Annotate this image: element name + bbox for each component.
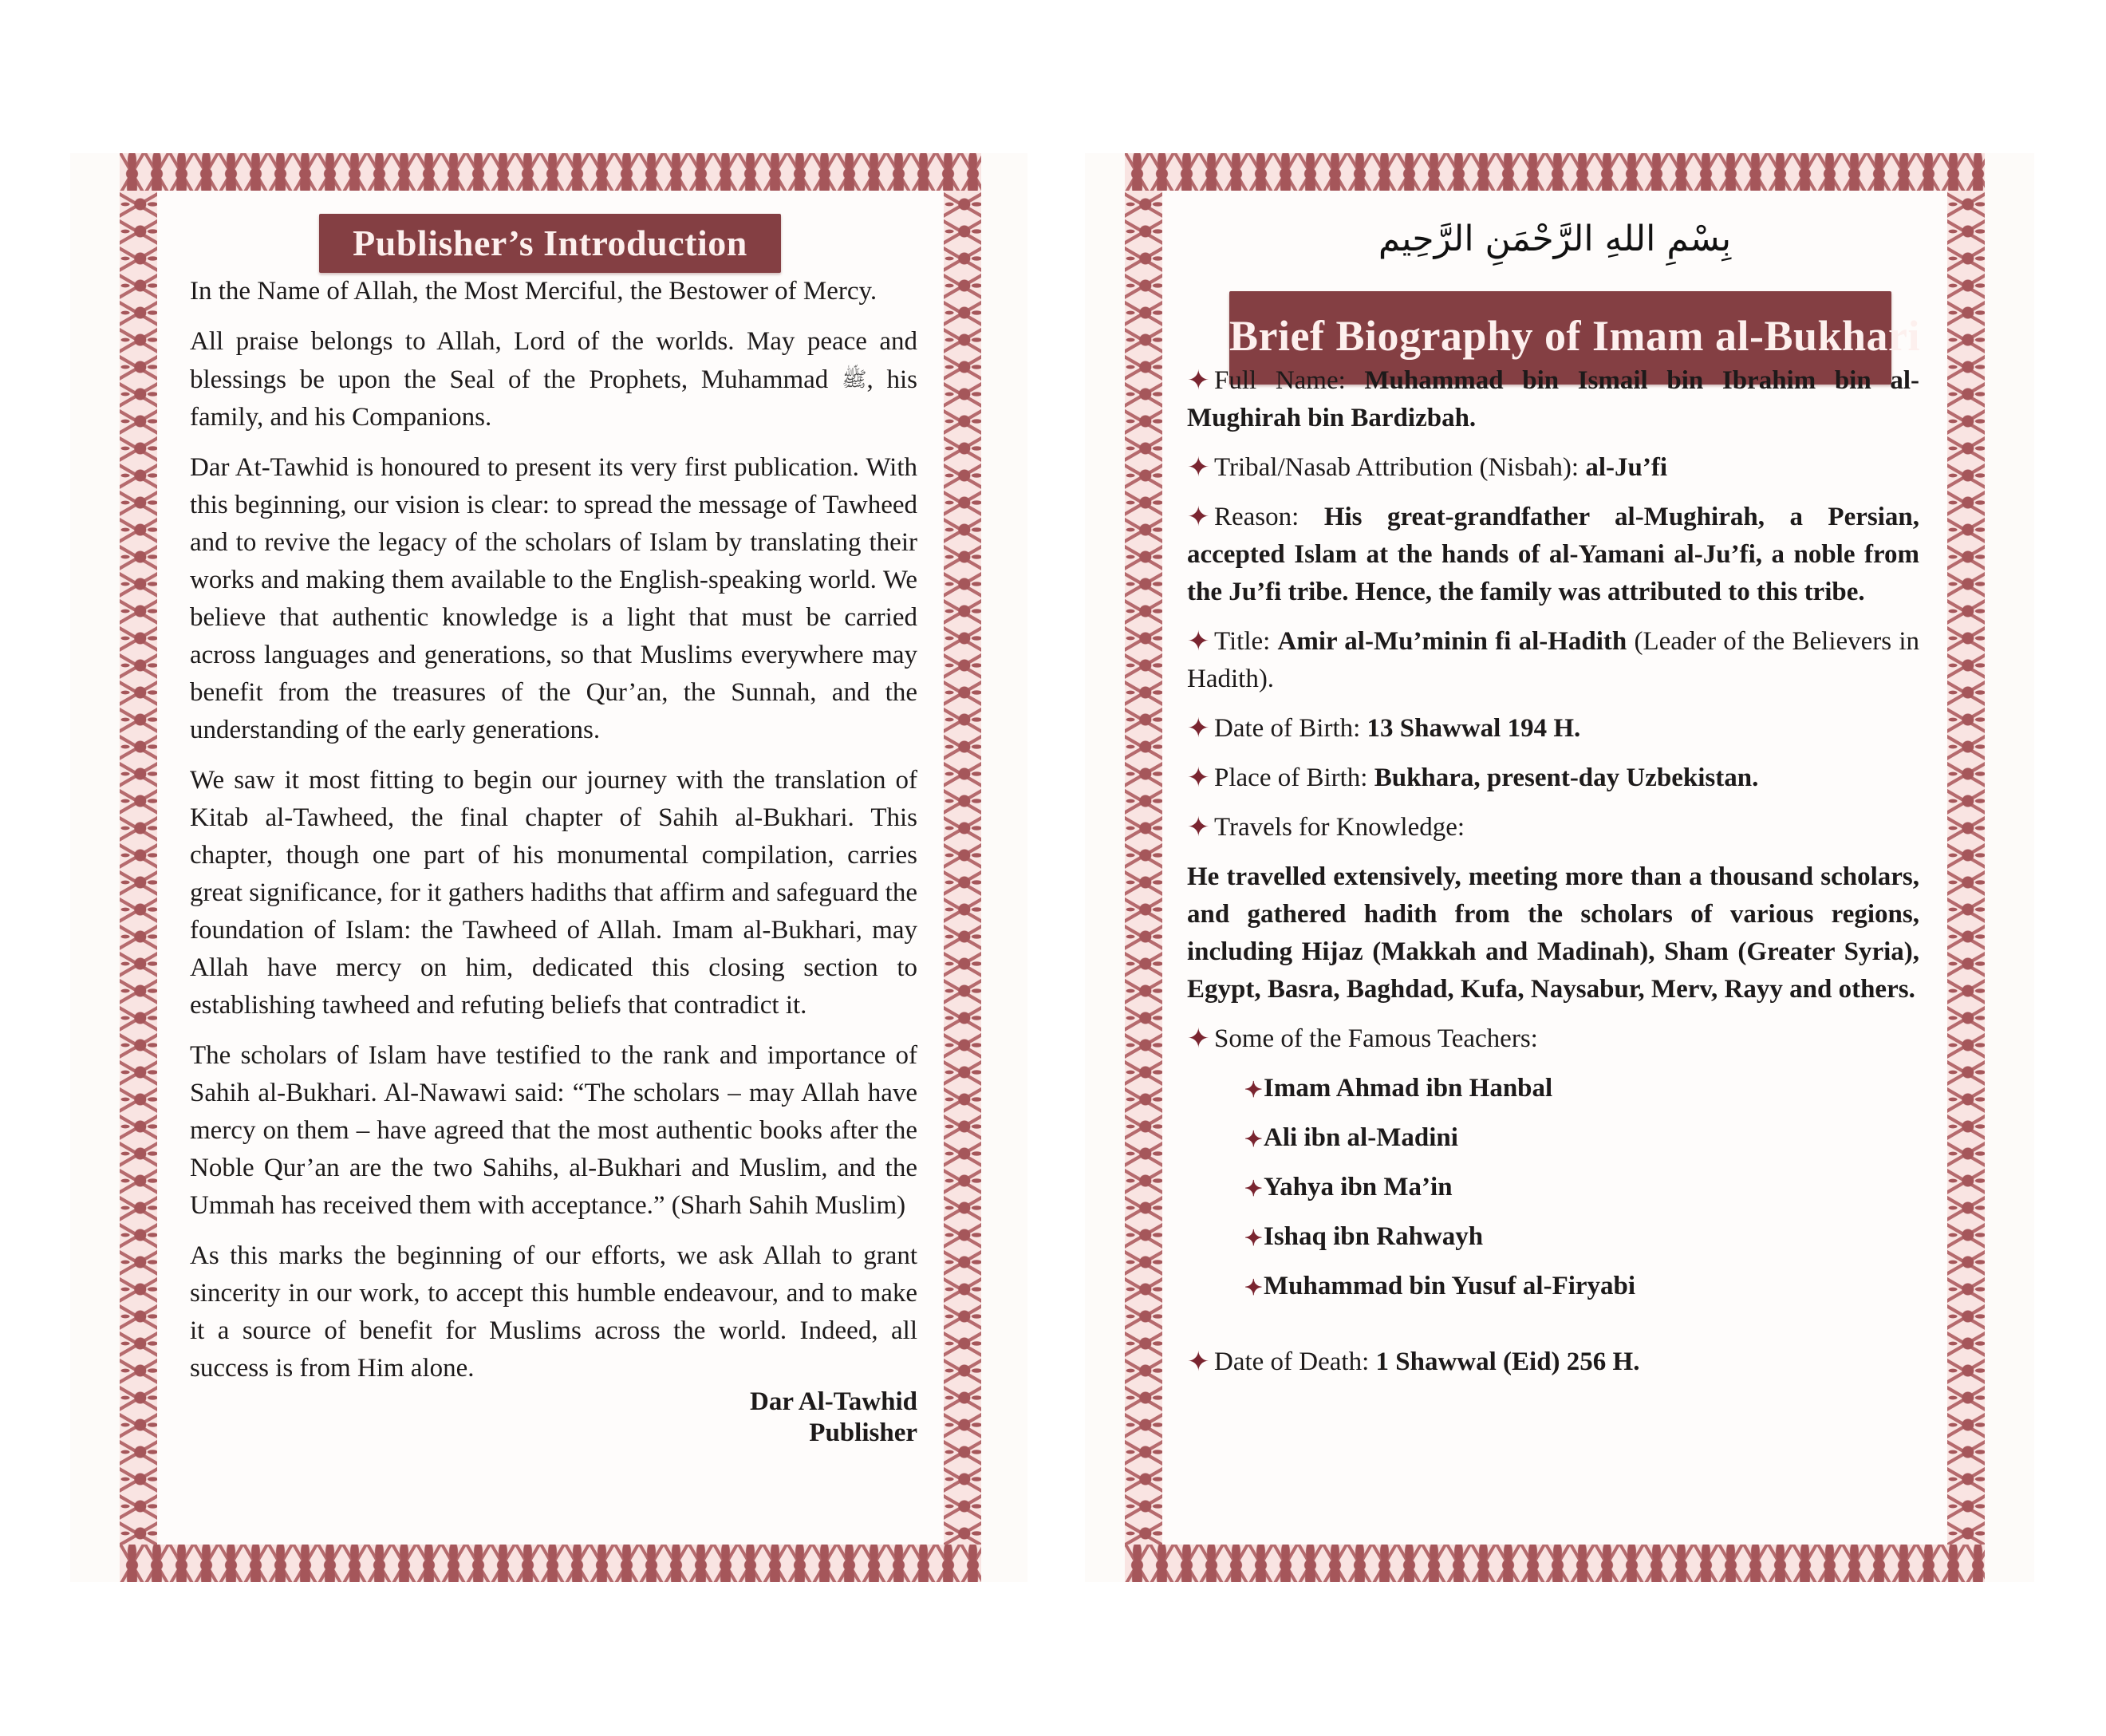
page-title: Publisher’s Introduction xyxy=(319,214,781,273)
bio-note: (Leader of the Believers in Hadith). xyxy=(1187,627,1920,693)
bio-value: His great-grandfather al-Mughirah, a Persian, accepted Islam at the hands of al-Yamani al-Ju’fi, a noble from the Ju’fi tribe. Hence, the family was attributed to this tribe. xyxy=(1187,503,1919,606)
ornamental-border-top xyxy=(1125,153,1985,191)
bio-value: Muhammad bin Ismail bin Ibrahim bin al-Mughirah bin Bardizbah. xyxy=(1187,366,1919,432)
travels-description: He travelled extensively, meeting more than a thousand scholars, and gathered hadith from the scholars of various regions, including Hijaz (Makkah and Madinah), Sham (Greater Syria), Egypt, Basra, Baghdad, Kufa, Naysabur, Merv, Rayy and others. xyxy=(1187,862,1919,1004)
salawat-symbol-icon: ﷺ xyxy=(842,368,867,391)
star-bullet-icon: ✦ xyxy=(1187,366,1210,396)
teacher-list-item xyxy=(1244,1268,1919,1305)
bio-item-nisbah xyxy=(1187,449,1919,487)
bio-label: Full Name: xyxy=(1214,366,1365,395)
teacher-name: Muhammad bin Yusuf al-Firyabi xyxy=(1264,1272,1636,1300)
paragraph-praise xyxy=(190,323,917,436)
left-page xyxy=(120,153,981,1582)
bio-value: al-Ju’fi xyxy=(1585,453,1668,482)
teacher-list-item xyxy=(1244,1169,1919,1206)
ornamental-border-left xyxy=(1125,191,1162,1545)
bio-item-birth-place xyxy=(1187,760,1919,797)
paragraph: We saw it most fitting to begin our journey with the translation of Kitab al-Tawheed, the final chapter of Sahih al-Bukhari. This chapter, though one part of his monumental compilation, carries great significance, for it gathers hadiths that affirm and safeguard the foundation of Islam: the Tawheed of Allah. Imam al-Bukhari, may Allah have mercy on him, dedicated this closing section to establishing tawheed and refuting beliefs that contradict it. xyxy=(190,766,917,1020)
bio-label: Date of Birth: xyxy=(1214,714,1367,743)
bio-value: 1 Shawwal (Eid) 256 H. xyxy=(1375,1347,1640,1376)
star-bullet-icon: ✦ xyxy=(1187,453,1210,483)
star-bullet-icon: ✦ xyxy=(1244,1226,1263,1250)
bio-label: Place of Birth: xyxy=(1214,763,1374,792)
bio-label: Travels for Knowledge: xyxy=(1214,813,1465,842)
biography-list xyxy=(1187,362,1919,1393)
teacher-name: Yahya ibn Ma’in xyxy=(1264,1173,1453,1201)
star-bullet-icon: ✦ xyxy=(1187,763,1210,793)
praise-text: All praise belongs to Allah, Lord of the worlds. May peace and blessings be upon the Seal of the Prophets, Muhammad xyxy=(190,327,917,394)
paragraph: In the Name of Allah, the Most Merciful, the Bestower of Mercy. xyxy=(190,277,878,306)
bio-item-reason xyxy=(1187,499,1919,611)
ornamental-border-bottom xyxy=(120,1545,981,1582)
bio-label: Title: xyxy=(1214,627,1278,656)
paragraph: The scholars of Islam have testified to the rank and importance of Sahih al-Bukhari. Al-Nawawi said: “The scholars – may Allah have mercy on them – have agreed that the most authentic books after the Noble Qur’an are the two Sahihs, al-Bukhari and Muslim, and the Ummah has received them with acceptance.” (Sharh Sahih Muslim) xyxy=(190,1041,917,1220)
signature-role: Publisher xyxy=(809,1418,917,1447)
star-bullet-icon: ✦ xyxy=(1244,1127,1263,1151)
bio-value: 13 Shawwal 194 H. xyxy=(1367,714,1581,743)
teacher-name: Ishaq ibn Rahwayh xyxy=(1264,1222,1484,1251)
bio-label: Reason: xyxy=(1214,503,1324,531)
ornamental-border-right xyxy=(1947,191,1985,1545)
bio-label: Some of the Famous Teachers: xyxy=(1214,1024,1538,1053)
bio-item-death-date xyxy=(1187,1343,1919,1381)
teacher-name: Imam Ahmad ibn Hanbal xyxy=(1264,1074,1553,1103)
bio-value: Bukhara, present-day Uzbekistan. xyxy=(1374,763,1759,792)
bio-item-title xyxy=(1187,623,1919,698)
ornamental-border-bottom xyxy=(1125,1545,1985,1582)
teacher-list-item xyxy=(1244,1218,1919,1256)
bio-label: Tribal/Nasab Attribution (Nisbah): xyxy=(1214,453,1586,482)
praise-text-end: , his family, and his Companions. xyxy=(190,365,917,432)
publisher-introduction-body xyxy=(190,273,917,1450)
star-bullet-icon: ✦ xyxy=(1187,813,1210,842)
star-bullet-icon: ✦ xyxy=(1187,1024,1210,1054)
star-bullet-icon: ✦ xyxy=(1187,714,1210,744)
star-bullet-icon: ✦ xyxy=(1187,627,1210,657)
star-bullet-icon: ✦ xyxy=(1244,1276,1263,1300)
bio-item-teachers xyxy=(1187,1020,1919,1058)
bismillah-calligraphy: بِسْمِ اللهِ الرَّحْمَنِ الرَّحِيم xyxy=(1378,219,1732,259)
bio-item-travels xyxy=(1187,809,1919,846)
paragraph: As this marks the beginning of our efforts, we ask Allah to grant sincerity in our work, to accept this humble endeavour, and to make it a source of benefit for Muslims across the world. Indeed, all success is from Him alone. xyxy=(190,1241,917,1383)
star-bullet-icon: ✦ xyxy=(1244,1078,1263,1102)
ornamental-border-left xyxy=(120,191,157,1545)
star-bullet-icon: ✦ xyxy=(1187,503,1210,532)
teacher-name: Ali ibn al-Madini xyxy=(1264,1123,1458,1152)
teacher-list-item xyxy=(1244,1119,1919,1157)
bio-label: Date of Death: xyxy=(1214,1347,1376,1376)
paragraph: Dar At-Tawhid is honoured to present its very first publication. With this beginning, our vision is clear: to spread the message of Tawheed and to revive the legacy of the scholars of Islam by translating their works and making them available to the English-speaking world. We believe that authentic knowledge is a light that must be carried across languages and generations, so that Muslims everywhere may benefit from the treasures of the Qur’an, the Sunnah, and the understanding of the early generations. xyxy=(190,453,917,744)
ornamental-border-right xyxy=(944,191,981,1545)
page-title: Brief Biography of Imam al-Bukhari xyxy=(1229,291,1891,385)
right-page xyxy=(1125,153,1985,1582)
bio-item-birth-date xyxy=(1187,710,1919,748)
bio-item-full-name xyxy=(1187,362,1919,437)
star-bullet-icon: ✦ xyxy=(1187,1347,1210,1377)
star-bullet-icon: ✦ xyxy=(1244,1177,1263,1201)
signature-name: Dar Al-Tawhid xyxy=(750,1387,917,1416)
teacher-list-item xyxy=(1244,1070,1919,1107)
bio-value: Amir al-Mu’minin fi al-Hadith xyxy=(1277,627,1627,656)
ornamental-border-top xyxy=(120,153,981,191)
